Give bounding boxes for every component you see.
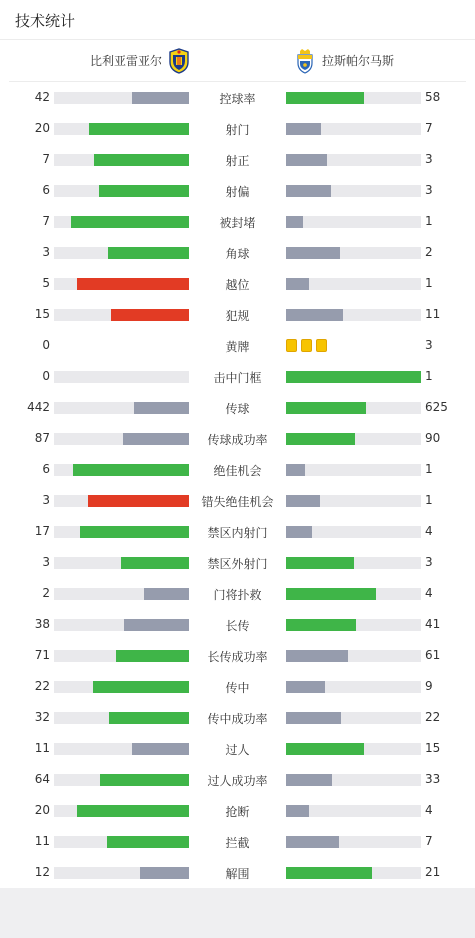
away-value: 2 xyxy=(425,245,433,259)
away-bar xyxy=(286,805,309,817)
stat-row xyxy=(0,485,475,516)
yellow-card-icon xyxy=(316,339,327,352)
home-bar xyxy=(111,309,189,321)
away-value: 625 xyxy=(425,400,448,414)
home-bar xyxy=(124,619,189,631)
stat-row xyxy=(0,175,475,206)
away-bar xyxy=(286,402,366,414)
away-bar-track xyxy=(286,371,421,383)
home-value: 0 xyxy=(42,369,50,383)
home-value: 32 xyxy=(34,710,50,724)
home-bar-track xyxy=(54,247,189,259)
away-value: 58 xyxy=(425,90,441,104)
stat-row xyxy=(0,144,475,175)
home-bar-track xyxy=(54,185,189,197)
away-bar-track xyxy=(286,588,421,600)
away-bar xyxy=(286,309,343,321)
home-bar xyxy=(77,805,189,817)
stat-row xyxy=(0,516,475,547)
away-bar xyxy=(286,867,372,879)
away-bar xyxy=(286,619,356,631)
home-bar xyxy=(134,402,189,414)
home-value: 3 xyxy=(42,493,50,507)
home-bar xyxy=(121,557,189,569)
stat-label: 射门 xyxy=(225,123,250,137)
stat-label: 过人 xyxy=(225,743,250,757)
away-value: 1 xyxy=(425,369,433,383)
stat-row xyxy=(0,795,475,826)
home-bar-track xyxy=(54,309,189,321)
away-bar-track xyxy=(286,712,421,724)
home-value: 3 xyxy=(42,555,50,569)
away-bar-track xyxy=(286,309,421,321)
away-bar xyxy=(286,712,341,724)
away-value: 3 xyxy=(425,152,433,166)
home-value: 0 xyxy=(42,338,50,352)
home-value: 442 xyxy=(27,400,50,414)
away-bar-track xyxy=(286,526,421,538)
home-value: 7 xyxy=(42,152,50,166)
stat-row xyxy=(0,206,475,237)
stat-row xyxy=(0,857,475,888)
home-bar-track xyxy=(54,92,189,104)
home-bar-track xyxy=(54,123,189,135)
away-bar xyxy=(286,588,376,600)
stat-row xyxy=(0,237,475,268)
away-bar-track xyxy=(286,402,421,414)
stat-label: 传中成功率 xyxy=(207,712,268,726)
away-value: 9 xyxy=(425,679,433,693)
away-value: 3 xyxy=(425,183,433,197)
home-value: 12 xyxy=(34,865,50,879)
away-value: 3 xyxy=(425,555,433,569)
home-bar xyxy=(77,278,189,290)
away-bar xyxy=(286,278,309,290)
home-bar-track xyxy=(54,650,189,662)
away-bar xyxy=(286,526,312,538)
home-bar-track xyxy=(54,495,189,507)
home-bar xyxy=(144,588,189,600)
away-bar xyxy=(286,743,364,755)
stat-row xyxy=(0,764,475,795)
stat-row xyxy=(0,578,475,609)
home-value: 87 xyxy=(34,431,50,445)
stat-label: 传球成功率 xyxy=(207,433,268,447)
home-bar xyxy=(132,743,189,755)
stat-label: 传球 xyxy=(225,402,250,416)
away-team[interactable] xyxy=(294,40,394,81)
stat-row xyxy=(0,82,475,113)
stat-label: 解围 xyxy=(225,867,250,881)
home-bar xyxy=(140,867,189,879)
home-bar xyxy=(73,464,189,476)
home-bar-track xyxy=(54,402,189,414)
stat-row xyxy=(0,702,475,733)
away-bar-track xyxy=(286,495,421,507)
away-bar-track xyxy=(286,247,421,259)
home-bar xyxy=(99,185,189,197)
away-value: 7 xyxy=(425,834,433,848)
away-bar-track xyxy=(286,743,421,755)
away-team-name: 拉斯帕尔马斯 xyxy=(322,54,395,68)
away-value: 11 xyxy=(425,307,441,321)
away-value: 4 xyxy=(425,803,433,817)
away-bar xyxy=(286,92,364,104)
home-bar-track xyxy=(54,774,189,786)
away-value: 4 xyxy=(425,524,433,538)
home-value: 11 xyxy=(34,741,50,755)
home-bar-track xyxy=(54,619,189,631)
home-bar-track xyxy=(54,712,189,724)
away-bar xyxy=(286,433,355,445)
title-bar xyxy=(0,0,475,40)
home-bar xyxy=(116,650,189,662)
away-bar-track xyxy=(286,278,421,290)
away-bar xyxy=(286,557,354,569)
away-value: 90 xyxy=(425,431,441,445)
home-bar-track xyxy=(54,805,189,817)
stat-label: 黄牌 xyxy=(225,340,250,354)
away-bar xyxy=(286,836,339,848)
away-bar-track xyxy=(286,123,421,135)
home-value: 7 xyxy=(42,214,50,228)
away-bar xyxy=(286,650,348,662)
away-value: 61 xyxy=(425,648,441,662)
stat-row xyxy=(0,609,475,640)
home-value: 15 xyxy=(34,307,50,321)
teams-header xyxy=(9,40,466,82)
stat-row xyxy=(0,454,475,485)
home-bar-track xyxy=(54,278,189,290)
stat-label: 过人成功率 xyxy=(207,774,268,788)
stat-row xyxy=(0,113,475,144)
stat-label: 越位 xyxy=(225,278,250,292)
away-bar-track xyxy=(286,650,421,662)
stat-label: 抢断 xyxy=(225,805,250,819)
stat-label: 长传 xyxy=(225,619,250,633)
away-bar xyxy=(286,464,305,476)
home-value: 6 xyxy=(42,462,50,476)
away-bar-track xyxy=(286,433,421,445)
villarreal-crest-icon xyxy=(168,48,190,74)
stat-label: 绝佳机会 xyxy=(213,464,262,478)
home-bar-track xyxy=(54,433,189,445)
home-bar-track xyxy=(54,371,189,383)
home-bar-track xyxy=(54,526,189,538)
stat-label: 犯规 xyxy=(225,309,250,323)
away-bar-track xyxy=(286,185,421,197)
home-team[interactable] xyxy=(90,40,190,81)
home-bar-track xyxy=(54,743,189,755)
las-palmas-crest-icon xyxy=(294,48,316,74)
away-value: 7 xyxy=(425,121,433,135)
away-bar-track xyxy=(286,557,421,569)
stat-label: 击中门框 xyxy=(213,371,262,385)
home-value: 20 xyxy=(34,803,50,817)
away-value: 15 xyxy=(425,741,441,755)
stat-row xyxy=(0,671,475,702)
home-team-name: 比利亚雷亚尔 xyxy=(89,54,162,68)
away-value: 1 xyxy=(425,493,433,507)
home-bar-track xyxy=(54,836,189,848)
stat-row xyxy=(0,392,475,423)
stat-label: 长传成功率 xyxy=(207,650,268,664)
away-value: 21 xyxy=(425,865,441,879)
home-bar xyxy=(94,154,189,166)
away-bar xyxy=(286,154,327,166)
stat-label: 传中 xyxy=(225,681,250,695)
away-bar xyxy=(286,123,321,135)
home-bar xyxy=(80,526,189,538)
stat-label: 被封堵 xyxy=(219,216,256,230)
home-value: 22 xyxy=(34,679,50,693)
home-value: 2 xyxy=(42,586,50,600)
away-value: 33 xyxy=(425,772,441,786)
home-value: 38 xyxy=(34,617,50,631)
away-bar-track xyxy=(286,92,421,104)
away-bar xyxy=(286,371,421,383)
home-bar-track xyxy=(54,588,189,600)
home-bar xyxy=(89,123,189,135)
away-bar-track xyxy=(286,836,421,848)
stat-row xyxy=(0,268,475,299)
stat-row xyxy=(0,733,475,764)
away-value: 3 xyxy=(425,338,433,352)
stat-label: 角球 xyxy=(225,247,250,261)
home-bar xyxy=(123,433,189,445)
home-bar-track xyxy=(54,216,189,228)
stat-row xyxy=(0,299,475,330)
stat-label: 门将扑救 xyxy=(213,588,262,602)
stat-row xyxy=(0,423,475,454)
home-bar xyxy=(93,681,189,693)
away-value: 1 xyxy=(425,276,433,290)
away-bar-track xyxy=(286,216,421,228)
away-value: 1 xyxy=(425,214,433,228)
home-bar xyxy=(107,836,189,848)
away-bar xyxy=(286,247,340,259)
away-bar-track xyxy=(286,805,421,817)
home-value: 42 xyxy=(34,90,50,104)
home-value: 64 xyxy=(34,772,50,786)
home-value: 20 xyxy=(34,121,50,135)
home-bar-track xyxy=(54,557,189,569)
home-bar-track xyxy=(54,154,189,166)
stat-row xyxy=(0,826,475,857)
away-bar xyxy=(286,774,332,786)
stat-label: 射偏 xyxy=(225,185,250,199)
stat-label: 禁区外射门 xyxy=(207,557,268,571)
stat-row xyxy=(0,361,475,392)
away-value: 4 xyxy=(425,586,433,600)
stat-label: 射正 xyxy=(225,154,250,168)
away-bar-track xyxy=(286,464,421,476)
away-value: 1 xyxy=(425,462,433,476)
away-bar-track xyxy=(286,867,421,879)
away-bar xyxy=(286,216,303,228)
away-bar xyxy=(286,681,325,693)
stat-label: 控球率 xyxy=(219,92,256,106)
home-value: 5 xyxy=(42,276,50,290)
home-bar xyxy=(109,712,189,724)
home-value: 6 xyxy=(42,183,50,197)
home-bar xyxy=(132,92,189,104)
home-bar-track xyxy=(54,867,189,879)
yellow-card-icon xyxy=(286,339,297,352)
yellow-card-icon xyxy=(301,339,312,352)
away-bar-track xyxy=(286,154,421,166)
stat-label: 拦截 xyxy=(225,836,250,850)
yellow-cards xyxy=(286,339,331,353)
home-bar xyxy=(108,247,189,259)
home-value: 3 xyxy=(42,245,50,259)
away-bar xyxy=(286,495,320,507)
home-bar xyxy=(88,495,189,507)
away-bar-track xyxy=(286,681,421,693)
home-bar-track xyxy=(54,464,189,476)
page-title: 技术统计 xyxy=(15,12,76,30)
stat-label: 错失绝佳机会 xyxy=(201,495,274,509)
home-bar xyxy=(71,216,189,228)
away-bar-track xyxy=(286,619,421,631)
away-bar xyxy=(286,185,331,197)
stat-row xyxy=(0,547,475,578)
home-bar xyxy=(100,774,189,786)
home-value: 71 xyxy=(34,648,50,662)
stat-label: 禁区内射门 xyxy=(207,526,268,540)
home-value: 11 xyxy=(34,834,50,848)
away-bar-track xyxy=(286,774,421,786)
away-value: 41 xyxy=(425,617,441,631)
home-value: 17 xyxy=(34,524,50,538)
stat-row xyxy=(0,330,475,361)
stat-row xyxy=(0,640,475,671)
home-bar-track xyxy=(54,681,189,693)
away-value: 22 xyxy=(425,710,441,724)
